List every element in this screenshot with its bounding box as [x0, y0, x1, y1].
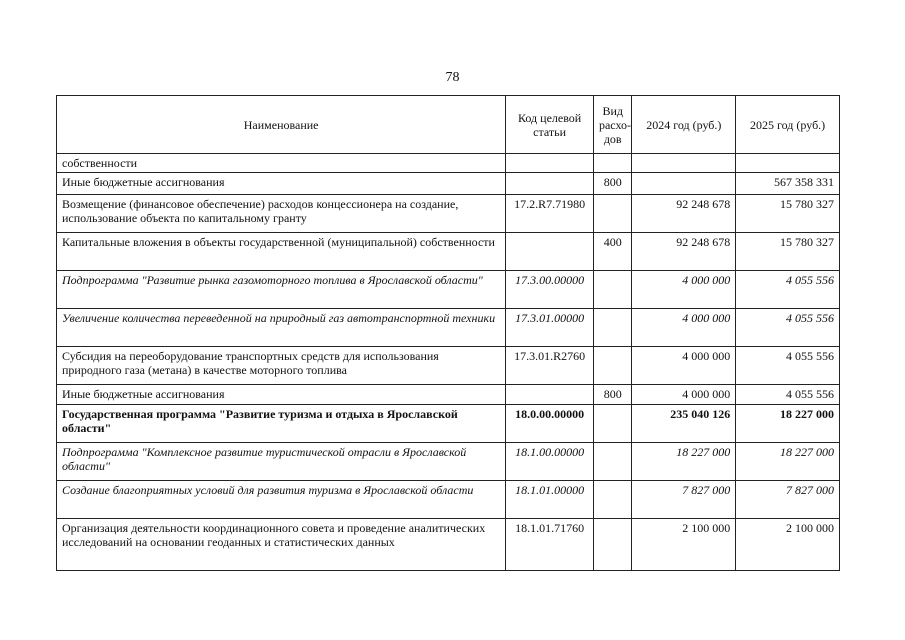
cell-2025: 18 227 000 [736, 443, 840, 481]
cell-2024 [632, 154, 736, 173]
cell-2024: 4 000 000 [632, 309, 736, 347]
cell-kind [593, 405, 632, 443]
cell-kind [593, 443, 632, 481]
cell-2025 [736, 154, 840, 173]
header-2024: 2024 год (руб.) [632, 96, 736, 154]
table-row [57, 195, 840, 233]
cell-code: 18.1.01.00000 [506, 481, 594, 519]
cell-kind [593, 347, 632, 385]
cell-code: 17.2.R7.71980 [506, 195, 594, 233]
cell-2025: 4 055 556 [736, 347, 840, 385]
header-code: Код целевой статьи [506, 96, 594, 154]
table-row [57, 309, 840, 347]
cell-kind [593, 481, 632, 519]
table-row [57, 405, 840, 443]
table-row [57, 233, 840, 271]
cell-2025: 567 358 331 [736, 173, 840, 195]
table-row [57, 154, 840, 173]
cell-2025: 15 780 327 [736, 233, 840, 271]
table-row [57, 385, 840, 405]
table-row [57, 347, 840, 385]
cell-name: Подпрограмма "Комплексное развитие туристической отрасли в Ярославской области" [57, 443, 506, 481]
table-row [57, 271, 840, 309]
cell-2025: 15 780 327 [736, 195, 840, 233]
cell-2025: 4 055 556 [736, 385, 840, 405]
cell-kind: 800 [593, 173, 632, 195]
cell-code [506, 154, 594, 173]
table-row [57, 481, 840, 519]
header-name: Наименование [57, 96, 506, 154]
cell-2025: 4 055 556 [736, 309, 840, 347]
cell-2025: 4 055 556 [736, 271, 840, 309]
cell-code [506, 233, 594, 271]
cell-name: Иные бюджетные ассигнования [57, 385, 506, 405]
cell-kind [593, 309, 632, 347]
cell-2025: 2 100 000 [736, 519, 840, 571]
cell-2024: 92 248 678 [632, 233, 736, 271]
cell-2024: 18 227 000 [632, 443, 736, 481]
cell-kind [593, 195, 632, 233]
cell-code: 17.3.01.R2760 [506, 347, 594, 385]
cell-2024 [632, 173, 736, 195]
cell-name: Иные бюджетные ассигнования [57, 173, 506, 195]
cell-kind: 400 [593, 233, 632, 271]
cell-kind [593, 154, 632, 173]
cell-2024: 4 000 000 [632, 385, 736, 405]
cell-name: Субсидия на переоборудование транспортных средств для использования природного газа (метана) в качестве моторного топлива [57, 347, 506, 385]
cell-2025: 7 827 000 [736, 481, 840, 519]
table-row [57, 443, 840, 481]
cell-code [506, 385, 594, 405]
budget-table [56, 95, 840, 571]
cell-2024: 235 040 126 [632, 405, 736, 443]
cell-name: Увеличение количества переведенной на природный газ автотранспортной техники [57, 309, 506, 347]
table-header-row [57, 96, 840, 154]
cell-name: собственности [57, 154, 506, 173]
cell-2024: 2 100 000 [632, 519, 736, 571]
header-kind: Вид расхо-дов [593, 96, 632, 154]
cell-2025: 18 227 000 [736, 405, 840, 443]
cell-code: 18.1.01.71760 [506, 519, 594, 571]
cell-name: Подпрограмма "Развитие рынка газомоторного топлива в Ярославской области" [57, 271, 506, 309]
cell-2024: 92 248 678 [632, 195, 736, 233]
cell-2024: 4 000 000 [632, 271, 736, 309]
header-2025: 2025 год (руб.) [736, 96, 840, 154]
cell-code [506, 173, 594, 195]
page-number: 78 [445, 70, 460, 85]
cell-2024: 4 000 000 [632, 347, 736, 385]
cell-kind [593, 271, 632, 309]
cell-kind: 800 [593, 385, 632, 405]
table-body [57, 154, 840, 571]
cell-name: Государственная программа "Развитие туризма и отдыха в Ярославской области" [57, 405, 506, 443]
cell-code: 17.3.00.00000 [506, 271, 594, 309]
cell-name: Создание благоприятных условий для развития туризма в Ярославской области [57, 481, 506, 519]
cell-2024: 7 827 000 [632, 481, 736, 519]
cell-name: Возмещение (финансовое обеспечение) расходов концессионера на создание, использование объекта по капитальному гранту [57, 195, 506, 233]
table-row [57, 173, 840, 195]
cell-name: Капитальные вложения в объекты государственной (муниципальной) собственности [57, 233, 506, 271]
table-row [57, 519, 840, 571]
cell-code: 18.0.00.00000 [506, 405, 594, 443]
cell-code: 18.1.00.00000 [506, 443, 594, 481]
cell-code: 17.3.01.00000 [506, 309, 594, 347]
cell-kind [593, 519, 632, 571]
cell-name: Организация деятельности координационного совета и проведение аналитических исследований на основании геоданных и статистических данных [57, 519, 506, 571]
